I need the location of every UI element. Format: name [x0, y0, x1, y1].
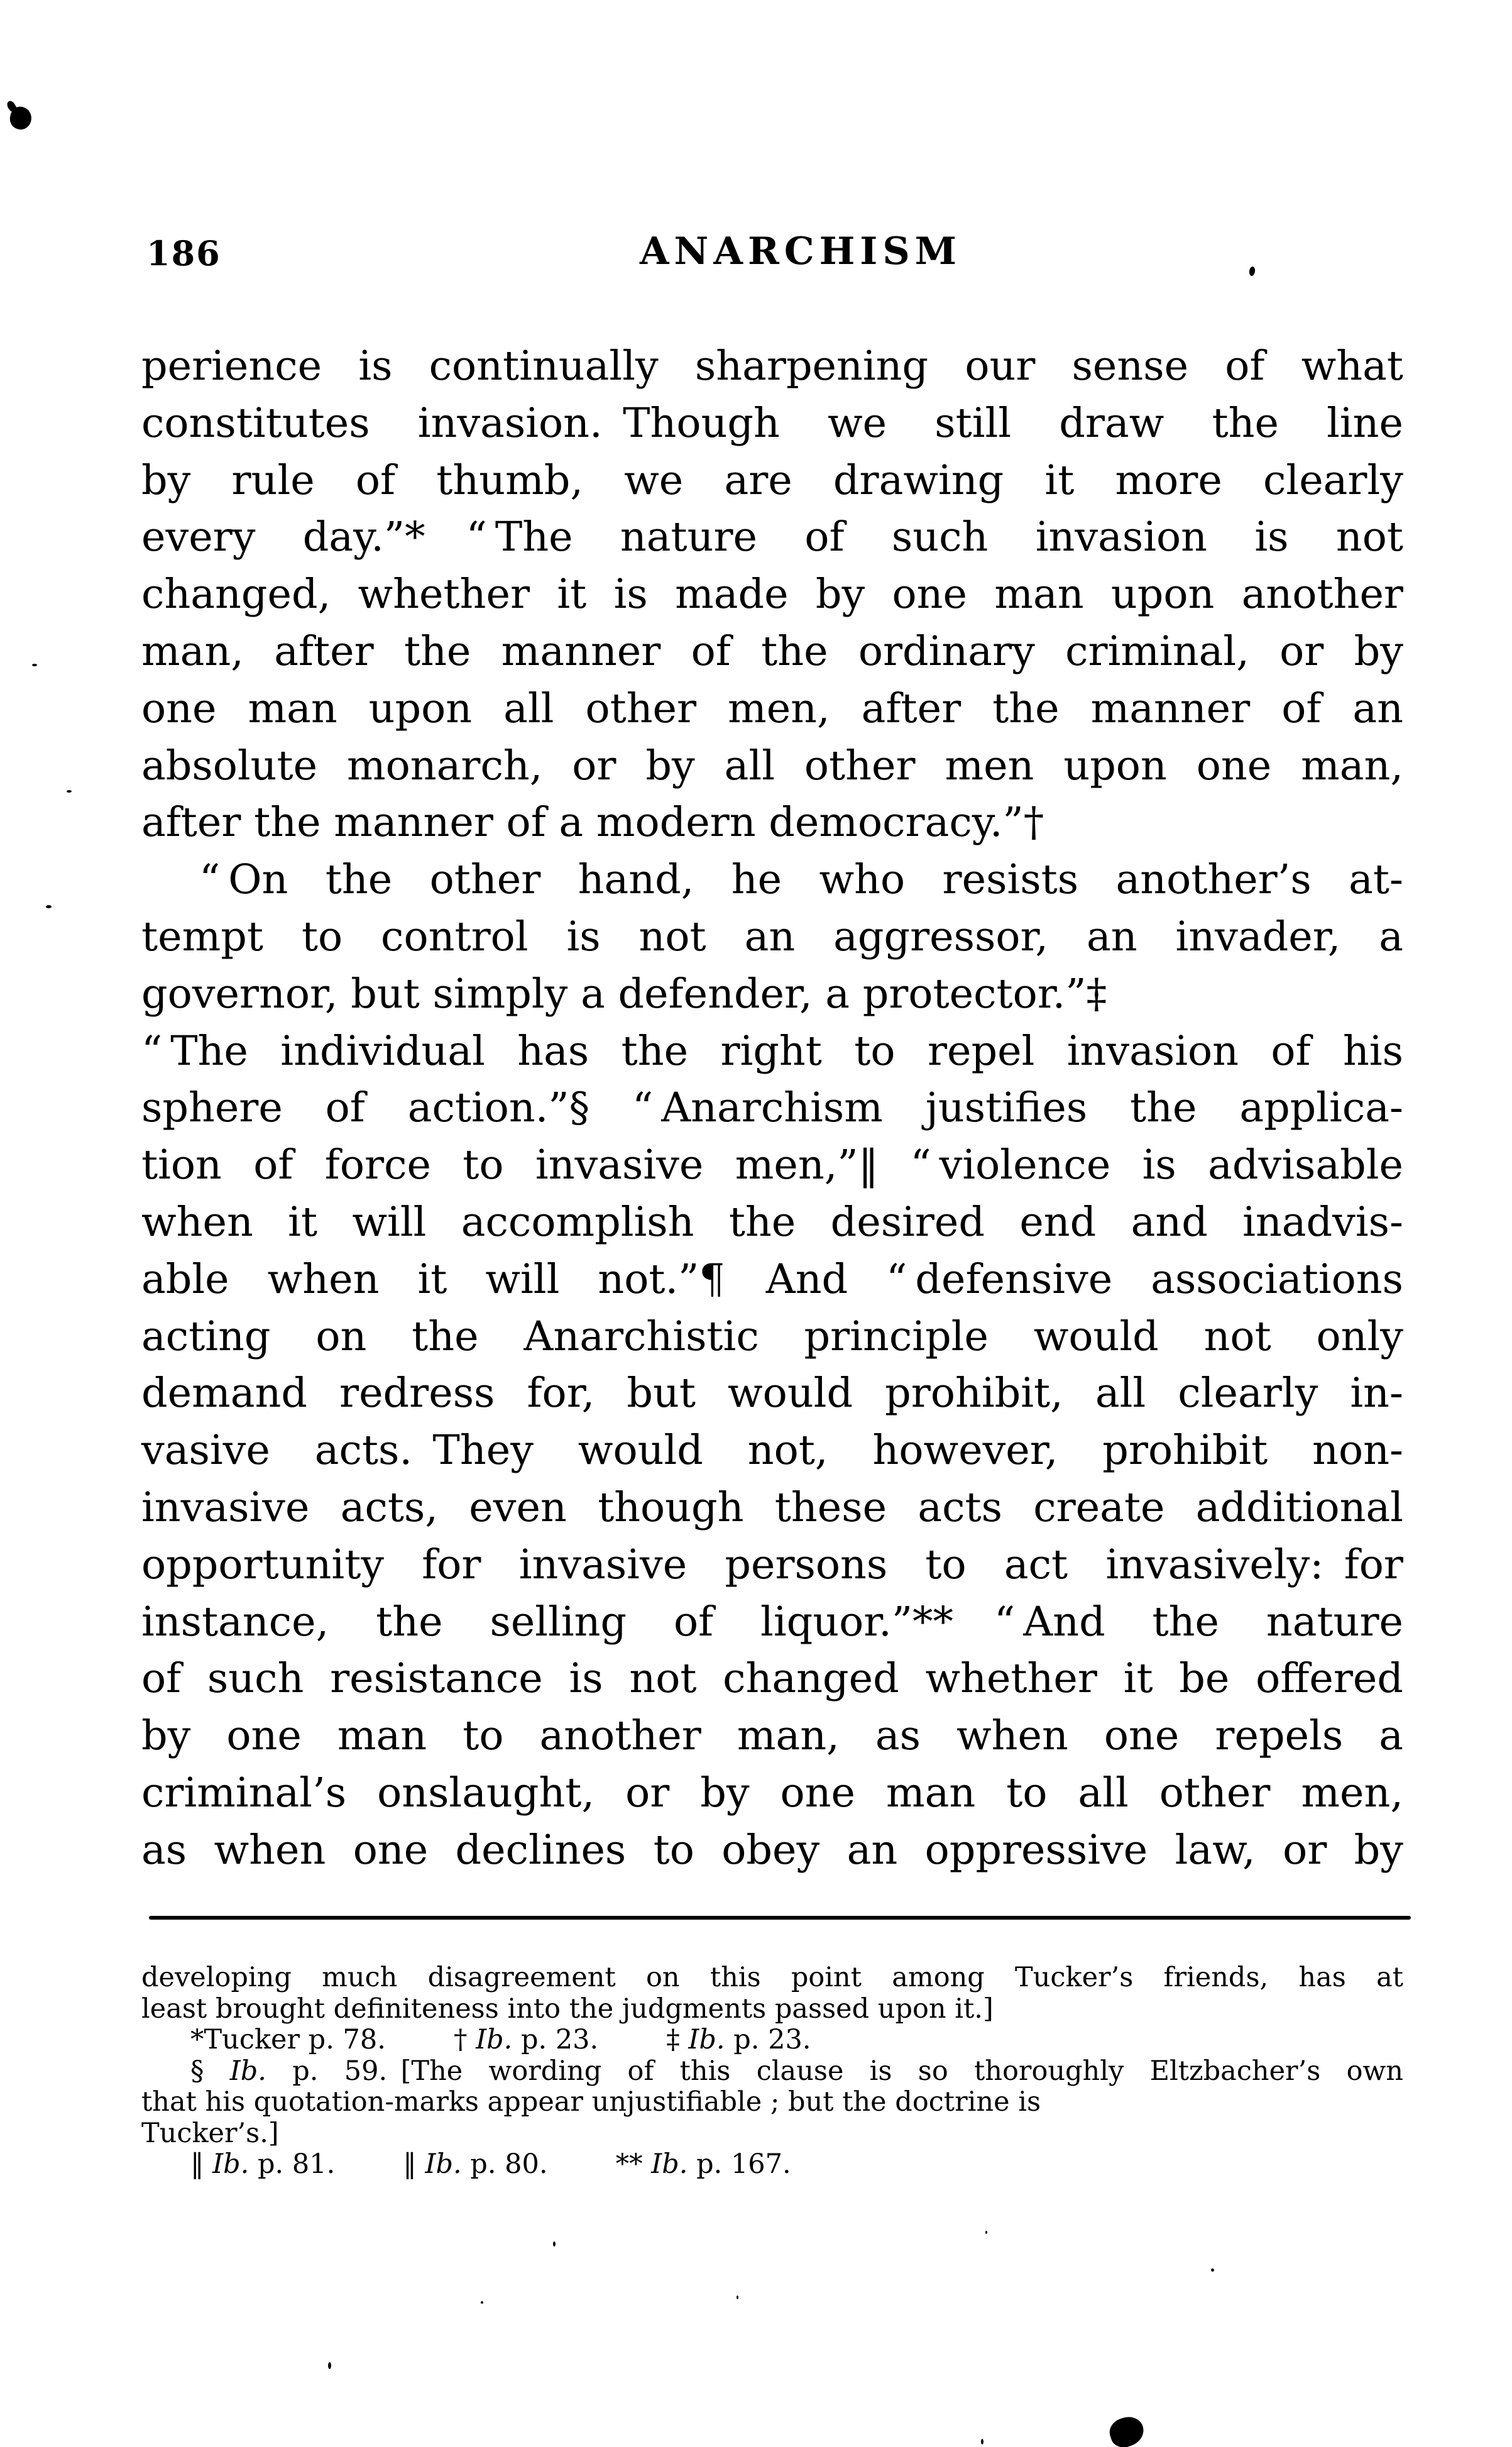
body-line: “ The individual has the right to repel invasion of his [141, 1027, 1403, 1075]
footnote-line [141, 2056, 1403, 2087]
footnotes [141, 1962, 1403, 2180]
ink-speck [481, 2301, 483, 2304]
footnote-ibid: Ib. [229, 2055, 266, 2087]
body-line: changed, whether it is made by one man upon another [141, 571, 1403, 619]
footnote-text: developing much disagreement on this point among Tucker’s friends, has at [141, 1962, 1403, 1993]
body-text [141, 338, 1403, 1879]
body-line: tempt to control is not an aggressor, an invader, a [141, 913, 1403, 960]
body-line: sphere of action.”§ “ Anarchism justifies the applica- [141, 1084, 1403, 1132]
footnote-ibid: Ib. [651, 2148, 688, 2180]
footnote-text: ‖ [403, 2148, 425, 2180]
body-line: perience is continually sharpening our sense of what [141, 343, 1403, 390]
ink-speck [1249, 266, 1256, 276]
footnote-text: *Tucker p. 78. [190, 2024, 386, 2055]
footnote-text: ** [615, 2148, 652, 2180]
footnote-text: § [190, 2055, 230, 2087]
body-line: as when one declines to obey an oppressive law, or by [141, 1826, 1403, 1874]
page-number: 186 [146, 233, 221, 273]
ink-speck [46, 905, 52, 908]
running-title: ANARCHISM [640, 229, 962, 273]
footnote-line [141, 2118, 1403, 2150]
footnote-text: that his quotation-marks appear unjustifiable ; but the doctrine is [141, 2086, 1041, 2118]
body-line: governor, but simply a defender, a protector.”‡ [141, 970, 1107, 1018]
footnote-text: least brought definiteness into the judgments passed upon it.] [141, 1993, 994, 2025]
ink-speck [553, 2241, 556, 2246]
body-line: man, after the manner of the ordinary criminal, or by [141, 627, 1403, 675]
body-line: when it will accomplish the desired end and inadvis- [141, 1198, 1403, 1246]
body-line: of such resistance is not changed whether it be offered [141, 1655, 1403, 1703]
footnote-text: ‡ [666, 2024, 689, 2055]
body-line: acting on the Anarchistic principle would not only [141, 1312, 1403, 1360]
ink-speck [328, 2362, 331, 2369]
ink-blot-bottom [1106, 2413, 1148, 2447]
footnote-text: p. 80. [461, 2148, 548, 2180]
ink-speck [67, 790, 72, 793]
footnote-ibid: Ib. [688, 2024, 725, 2055]
footnote-text: p. 59. [The wording of this clause is so thoroughly Eltzbacher’s own [266, 2055, 1404, 2087]
footnote-text: ‖ [190, 2148, 213, 2180]
footnote-text: p. 23. [725, 2024, 811, 2055]
footnote-line [141, 2025, 1403, 2056]
body-line: “ On the other hand, he who resists another’s at- [199, 856, 1403, 904]
body-line: demand redress for, but would prohibit, all clearly in- [141, 1370, 1403, 1417]
footnote-text: † [453, 2024, 476, 2055]
footnote-line [141, 2087, 1403, 2118]
body-line: by one man to another man, as when one repels a [141, 1712, 1403, 1760]
footnote-text: p. 81. [249, 2148, 336, 2180]
ink-speck [981, 2439, 983, 2444]
body-line: every day.”* “ The nature of such invasion is not [141, 514, 1403, 561]
ink-speck [985, 2231, 987, 2234]
footnote-line [141, 2149, 1403, 2180]
footnote-rule [149, 1916, 1411, 1920]
body-line: invasive acts, even though these acts create additional [141, 1483, 1403, 1531]
footnote-line [141, 1962, 1403, 1994]
footnote-ibid: Ib. [476, 2024, 513, 2055]
footnote-text: p. 167. [688, 2148, 791, 2180]
body-line: able when it will not.”¶ And “ defensive associations [141, 1255, 1403, 1303]
body-line: tion of force to invasive men,”‖ “ violence is advisable [141, 1141, 1403, 1189]
ink-speck [32, 664, 37, 666]
footnote-ibid: Ib. [212, 2148, 249, 2180]
body-line: opportunity for invasive persons to act invasively: for [141, 1541, 1403, 1588]
body-line: by rule of thumb, we are drawing it more clearly [141, 456, 1403, 504]
footnote-text: p. 23. [512, 2024, 599, 2055]
ink-speck [1211, 2268, 1214, 2272]
footnote-ibid: Ib. [425, 2148, 462, 2180]
footnote-text: Tucker’s.] [141, 2117, 279, 2149]
body-line: absolute monarch, or by all other men upon one man, [141, 742, 1403, 789]
footnote-line [141, 1994, 1403, 2025]
ink-speck [737, 2296, 738, 2299]
body-line: one man upon all other men, after the manner of an [141, 685, 1403, 732]
body-line: vasive acts. They would not, however, prohibit non- [141, 1427, 1403, 1475]
body-line: constitutes invasion. Though we still draw the line [141, 399, 1403, 447]
body-line: instance, the selling of liquor.”** “ And the nature [141, 1598, 1403, 1646]
body-line: after the manner of a modern democracy.”† [141, 799, 1044, 847]
body-line: criminal’s onslaught, or by one man to all other men, [141, 1769, 1403, 1817]
